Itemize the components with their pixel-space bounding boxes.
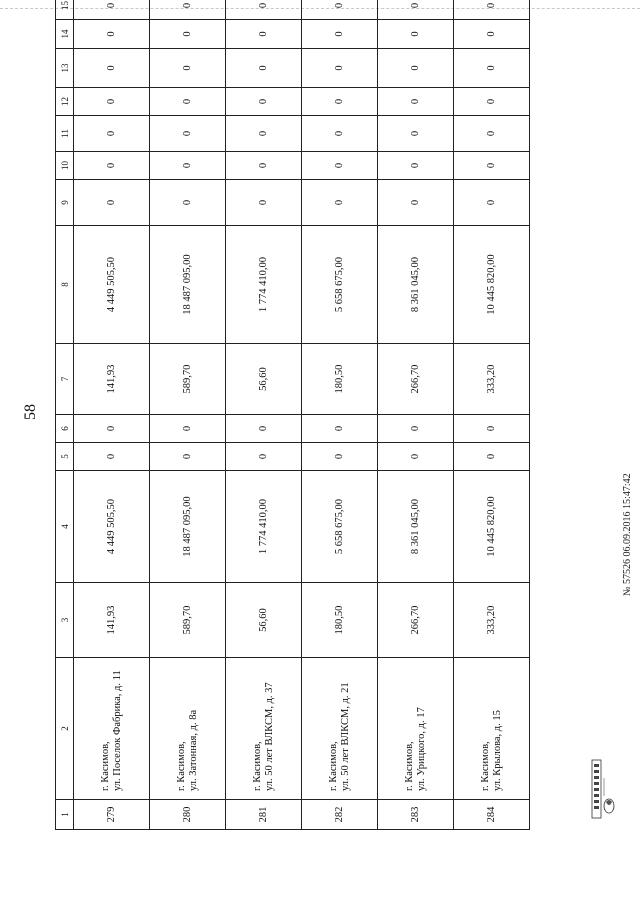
cell-col-7: 180,50 [302,344,378,415]
address-cell [150,658,226,800]
table-row [226,0,302,830]
address-street: ул. 50 лет ВЛКСМ, д. 21 [339,682,351,791]
cell-col-14: 0 [302,20,378,49]
cell-col-9: 0 [150,180,226,226]
cell-col-6: 0 [302,415,378,443]
address-street: ул. Крылова, д. 15 [491,710,503,791]
cell-col-7: 333,20 [454,344,530,415]
cell-col-8: 8 361 045,00 [378,226,454,344]
cell-col-6: 0 [226,415,302,443]
address-street: ул. Поселок Фабрика, д. 11 [111,670,123,791]
address-city: г. Касимов, [479,741,491,791]
cell-col-6: 0 [150,415,226,443]
col-header: 3 [56,583,74,658]
cell-col-7: 141,93 [74,344,150,415]
cell-col-11: 0 [454,116,530,152]
address-street: ул. Урицкого, д. 17 [415,707,427,791]
cell-col-4: 5 658 675,00 [302,471,378,583]
address-city: г. Касимов, [175,741,187,791]
col-header: 6 [56,415,74,443]
table-row [454,0,530,830]
cell-col-3: 180,50 [302,583,378,658]
cell-col-13: 0 [226,49,302,88]
cell-col-3: 589,70 [150,583,226,658]
registration-stamp: № 57526 06.09.2016 15:47:42 [622,473,633,596]
col-header: 2 [56,658,74,800]
cell-col-3: 333,20 [454,583,530,658]
col-header: 5 [56,443,74,471]
cell-col-12: 0 [74,88,150,116]
address-city: г. Касимов, [403,741,415,791]
cell-col-15: 0 [302,0,378,20]
cell-col-5: 0 [74,443,150,471]
col-header: 8 [56,226,74,344]
address-cell [378,658,454,800]
address-city: г. Касимов, [251,741,263,791]
cell-col-15: 0 [150,0,226,20]
cell-col-13: 0 [302,49,378,88]
row-number: 281 [226,800,302,830]
cell-col-9: 0 [454,180,530,226]
row-number: 282 [302,800,378,830]
cell-col-14: 0 [226,20,302,49]
col-header: 4 [56,471,74,583]
row-number: 279 [74,800,150,830]
cell-col-4: 4 449 505,50 [74,471,150,583]
table-row [378,0,454,830]
col-header: 15 [56,0,74,20]
cell-col-6: 0 [454,415,530,443]
cell-col-10: 0 [74,152,150,180]
cell-col-14: 0 [454,20,530,49]
cell-col-11: 0 [150,116,226,152]
cell-col-9: 0 [302,180,378,226]
col-header: 7 [56,344,74,415]
cell-col-12: 0 [302,88,378,116]
page-number: 58 [22,404,39,420]
cell-col-13: 0 [454,49,530,88]
cell-col-15: 0 [74,0,150,20]
address-city: г. Касимов, [99,741,111,791]
cell-col-7: 266,70 [378,344,454,415]
address-cell [454,658,530,800]
cell-col-14: 0 [150,20,226,49]
cell-col-4: 1 774 410,00 [226,471,302,583]
cell-col-10: 0 [302,152,378,180]
cell-col-3: 56,60 [226,583,302,658]
cell-col-5: 0 [454,443,530,471]
header-row [56,0,74,830]
cell-col-4: 18 487 095,00 [150,471,226,583]
cell-col-8: 18 487 095,00 [150,226,226,344]
table-row [74,0,150,830]
col-header: 1 [56,800,74,830]
row-number: 280 [150,800,226,830]
cell-col-4: 10 445 820,00 [454,471,530,583]
col-header: 13 [56,49,74,88]
cell-col-11: 0 [302,116,378,152]
cell-col-8: 5 658 675,00 [302,226,378,344]
cell-col-10: 0 [378,152,454,180]
notary-logo-icon [590,758,616,820]
cell-col-12: 0 [454,88,530,116]
cell-col-5: 0 [226,443,302,471]
cell-col-15: 0 [454,0,530,20]
cell-col-12: 0 [226,88,302,116]
row-number: 284 [454,800,530,830]
cell-col-10: 0 [226,152,302,180]
cell-col-7: 56,60 [226,344,302,415]
address-cell [226,658,302,800]
address-cell [302,658,378,800]
cell-col-14: 0 [74,20,150,49]
row-number: 283 [378,800,454,830]
cell-col-11: 0 [226,116,302,152]
cell-col-6: 0 [74,415,150,443]
cell-col-14: 0 [378,20,454,49]
cell-col-3: 266,70 [378,583,454,658]
cell-col-7: 589,70 [150,344,226,415]
cell-col-12: 0 [150,88,226,116]
cell-col-6: 0 [378,415,454,443]
cell-col-9: 0 [378,180,454,226]
table-row [150,0,226,830]
cell-col-3: 141,93 [74,583,150,658]
cell-col-10: 0 [150,152,226,180]
cell-col-5: 0 [302,443,378,471]
address-cell [74,658,150,800]
cell-col-13: 0 [74,49,150,88]
cell-col-4: 8 361 045,00 [378,471,454,583]
cell-col-13: 0 [150,49,226,88]
cell-col-9: 0 [74,180,150,226]
col-header: 10 [56,152,74,180]
cell-col-8: 10 445 820,00 [454,226,530,344]
cell-col-10: 0 [454,152,530,180]
cell-col-5: 0 [378,443,454,471]
table-row [302,0,378,830]
col-header: 14 [56,20,74,49]
col-header: 12 [56,88,74,116]
col-header: 9 [56,180,74,226]
cell-col-9: 0 [226,180,302,226]
col-header: 11 [56,116,74,152]
cell-col-15: 0 [226,0,302,20]
cell-col-11: 0 [74,116,150,152]
address-city: г. Касимов, [327,741,339,791]
cell-col-13: 0 [378,49,454,88]
cell-col-15: 0 [378,0,454,20]
address-street: ул. Затонная, д. 8а [187,709,199,791]
address-street: ул. 50 лет ВЛКСМ, д. 37 [263,682,275,791]
cell-col-8: 4 449 505,50 [74,226,150,344]
register-table [55,0,530,830]
register-table-container [55,1,530,830]
cell-col-11: 0 [378,116,454,152]
cell-col-8: 1 774 410,00 [226,226,302,344]
cell-col-12: 0 [378,88,454,116]
cell-col-5: 0 [150,443,226,471]
